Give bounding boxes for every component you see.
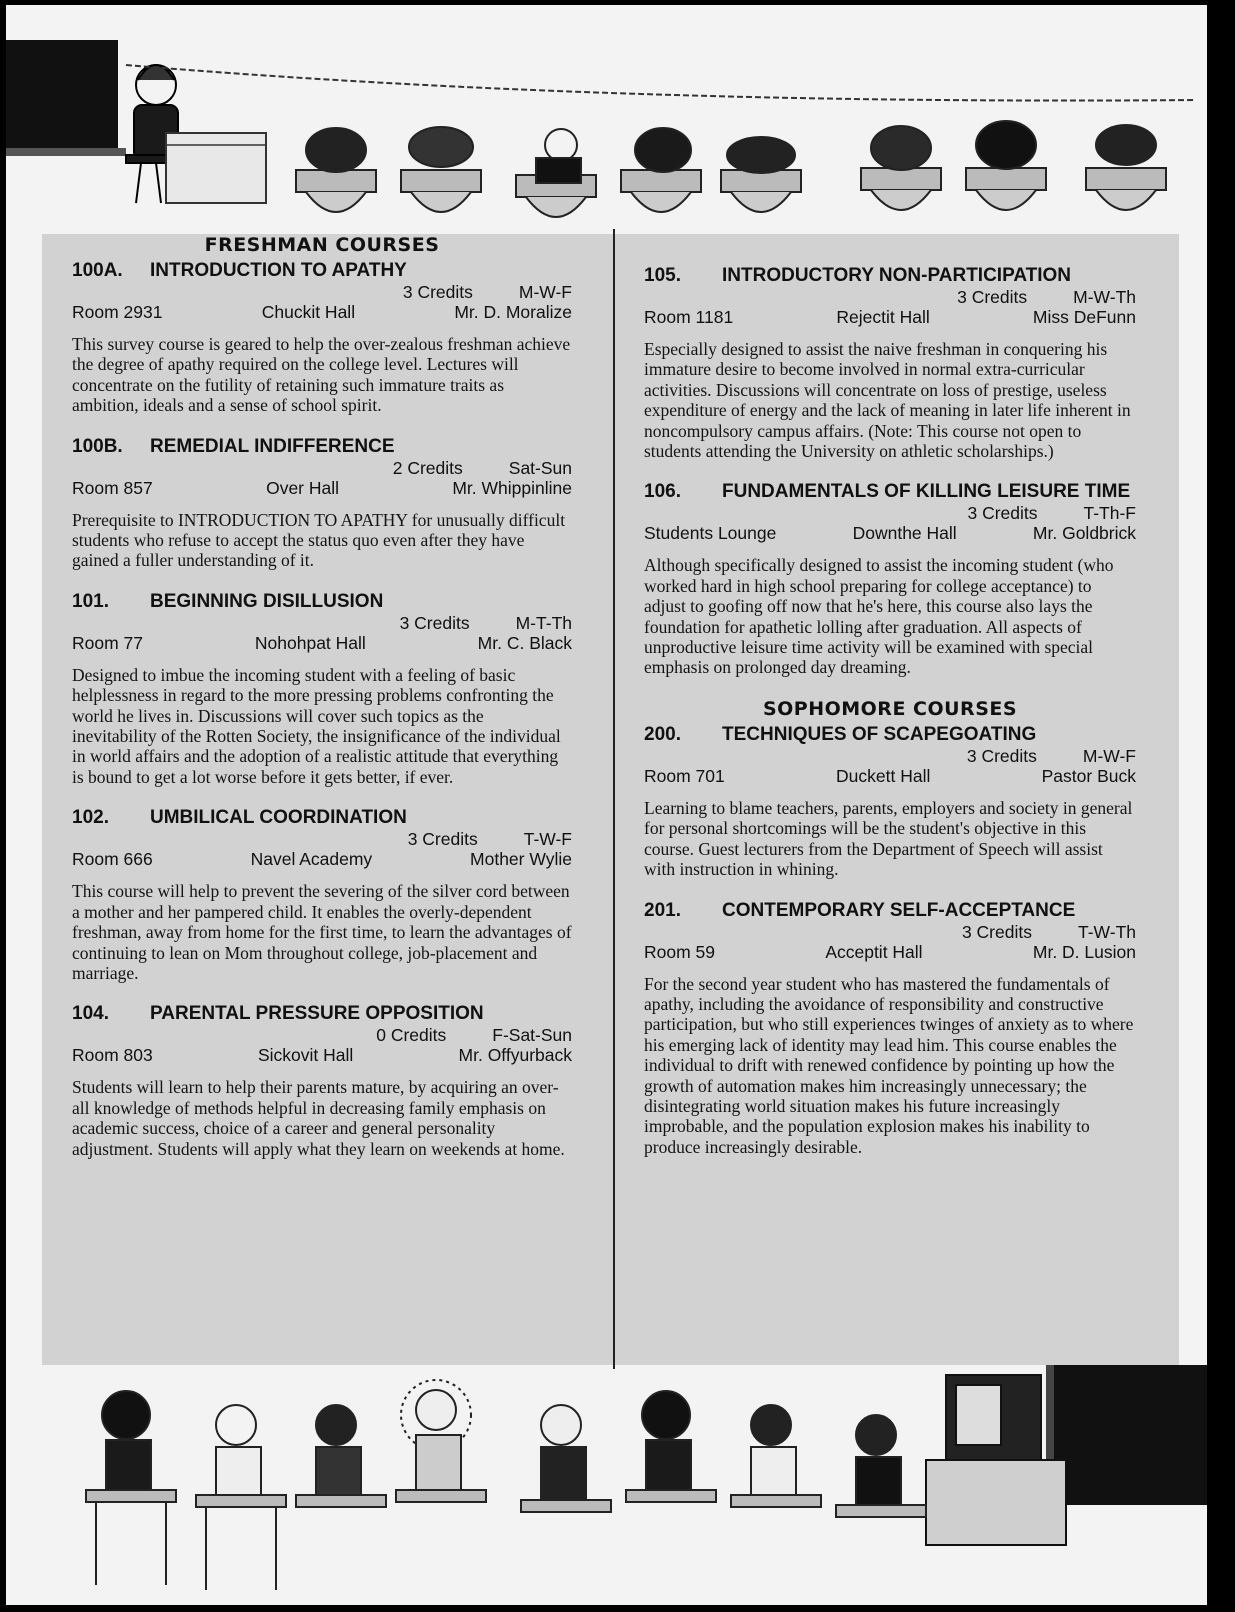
- course-name: UMBILICAL COORDINATION: [150, 807, 407, 829]
- right-column: [644, 265, 1136, 1177]
- course-heading: [72, 1003, 572, 1025]
- course-name: PARENTAL PRESSURE OPPOSITION: [150, 1003, 484, 1025]
- bottom-classroom-illustration: [6, 1365, 1207, 1605]
- student-eating-row: [86, 1380, 926, 1590]
- course-entry: [644, 481, 1136, 677]
- course-hall: Chuckit Hall: [261, 302, 356, 322]
- course-name: INTRODUCTION TO APATHY: [150, 260, 407, 281]
- tv-set: [926, 1375, 1066, 1545]
- course-instructor: Mr. Whippinline: [452, 477, 572, 498]
- course-name: CONTEMPORARY SELF-ACCEPTANCE: [722, 899, 1076, 921]
- course-description: For the second year student who has mastered the fundamentals of apathy, including the avoidance of responsibility and constructive participation, but who still experiences twinges of anxiety as to where his emerging lack of identity may lead him. This course enables the individual to drift with renewed confidence by pointing up how the growth of automation makes him increasingly unnecessary; the disintegrating world situation makes his future increasingly improbable, and the population explosion makes his inability to produce increasingly desirable.: [644, 973, 1134, 1157]
- course-room: Room 59: [644, 941, 716, 962]
- course-hall: Downthe Hall: [852, 523, 957, 544]
- course-room: Room 666: [72, 849, 153, 870]
- course-entry: [644, 724, 1136, 880]
- left-column: [72, 234, 572, 1179]
- course-instructor: Mr. Goldbrick: [1032, 523, 1136, 544]
- course-description: Learning to blame teachers, parents, employers and society in general for personal shortcomings will be the student's objective in this course. Guest lecturers from the Department of Speech will assist with instruction in whining.: [644, 797, 1133, 880]
- freshman-section-title: FRESHMAN COURSES: [204, 234, 440, 256]
- course-hall: Nohohpat Hall: [254, 632, 366, 653]
- course-instructor: Mr. D. Moralize: [454, 302, 572, 322]
- course-instructor: Mr. Offyurback: [458, 1045, 572, 1066]
- course-heading: [72, 436, 572, 458]
- course-credits: 3 Credits: [966, 745, 1037, 766]
- course-hall: Acceptit Hall: [825, 941, 923, 962]
- course-description: Students will learn to help their parents mature, by acquiring an over-all knowledge of methods helpful in decreasing family emphasis on academic success, choice of a career and general personality adjustment. Students will apply what they learn on weekends at home.: [72, 1077, 565, 1159]
- course-number: 201.: [644, 899, 681, 921]
- course-name: INTRODUCTORY NON-PARTICIPATION: [722, 265, 1072, 286]
- course-heading: [644, 481, 1136, 503]
- course-instructor: Mr. D. Lusion: [1032, 941, 1136, 962]
- course-name: FUNDAMENTALS OF KILLING LEISURE TIME: [722, 481, 1131, 503]
- course-name: BEGINNING DISILLUSION: [150, 590, 384, 612]
- course-credits: 3 Credits: [402, 282, 473, 302]
- course-entry: [72, 591, 572, 787]
- course-entry: [72, 436, 572, 571]
- course-description: Designed to imbue the incoming student with a feeling of basic helplessness in regard to the more pressing problems confronting the world he lives in. Discussions will cover such topics as the inevitability of the Rotten Society, the insignificance of the individual in world affairs and the adoption of a realistic attitude that everything is bound to get a lot worse before it gets better, if ever.: [72, 664, 561, 787]
- course-room: Room 77: [72, 632, 144, 653]
- course-description: Especially designed to assist the naive freshman in conquering his immature desire to become involved in normal extra-curricular activities. Discussions will concentrate on loss of prestige, useless expenditure of energy and the lack of meaning in later life inherent in noncompulsory campus affairs. (Note: This course not open to students attending the University on athletic scholarships.): [644, 339, 1131, 462]
- course-name: REMEDIAL INDIFFERENCE: [150, 435, 395, 457]
- student-desk-row: [296, 121, 1166, 217]
- course-room: Room 1181: [644, 307, 734, 327]
- course-instructor: Pastor Buck: [1041, 765, 1136, 786]
- course-instructor: Mr. C. Black: [477, 632, 572, 653]
- course-days: T-Th-F: [1083, 503, 1136, 524]
- course-number: 100B.: [72, 435, 123, 457]
- course-description: Although specifically designed to assist the incoming student (who worked hard in high school preparing for college acceptance) to adjust to goofing off now that he's here, this course also lays the foundation for apathetic lolling after graduation. All aspects of unproductive leisure time activity will be examined with special emphasis on prolonged day dreaming.: [644, 555, 1114, 678]
- course-credits: 3 Credits: [407, 829, 478, 850]
- course-days: M-W-F: [518, 282, 572, 302]
- course-description: This course will help to prevent the severing of the silver cord between a mother and her pampered child. It enables the overly-dependent freshman, away from home for the first time, to learn the advantages of continuing to lean on Mom throughout college, job-placement and marriage.: [72, 881, 572, 983]
- chalkboard: [6, 40, 118, 150]
- course-number: 106.: [644, 481, 681, 503]
- course-number: 102.: [72, 807, 109, 829]
- course-entry: [72, 807, 572, 983]
- course-days: T-W-Th: [1077, 921, 1136, 942]
- course-heading: [644, 900, 1136, 922]
- course-heading: [644, 265, 1136, 287]
- course-hall: Sickovit Hall: [257, 1045, 354, 1066]
- top-classroom-illustration: [6, 5, 1207, 230]
- course-days: M-W-Th: [1073, 287, 1136, 307]
- course-hall: Navel Academy: [250, 849, 373, 870]
- course-days: M-T-Th: [515, 612, 572, 633]
- course-name: TECHNIQUES OF SCAPEGOATING: [722, 723, 1037, 745]
- course-number: 105.: [644, 265, 681, 286]
- course-credits: 3 Credits: [967, 503, 1038, 524]
- course-hall: Over Hall: [266, 477, 340, 498]
- course-description: Prerequisite to INTRODUCTION TO APATHY for unusually difficult students who refuse to accept the status quo even after they have gained a fuller understanding of it.: [72, 509, 566, 571]
- column-divider: [613, 229, 615, 1369]
- course-entry: [644, 900, 1136, 1158]
- course-room: Room 701: [644, 765, 725, 786]
- sophomore-section-title: SOPHOMORE COURSES: [762, 697, 1018, 720]
- course-heading: [72, 591, 572, 613]
- course-room: Students Lounge: [644, 523, 777, 544]
- course-instructor: Mother Wylie: [470, 849, 572, 870]
- course-entry: [72, 260, 572, 416]
- course-credits: 0 Credits: [376, 1025, 447, 1046]
- course-hall: Rejectit Hall: [836, 307, 930, 327]
- course-heading: [72, 260, 572, 282]
- course-number: 104.: [72, 1003, 109, 1025]
- course-credits: 3 Credits: [957, 287, 1028, 307]
- course-room: Room 803: [72, 1045, 153, 1066]
- course-credits: 2 Credits: [392, 457, 463, 478]
- course-days: F-Sat-Sun: [492, 1025, 572, 1046]
- course-number: 100A.: [72, 260, 123, 281]
- course-number: 200.: [644, 723, 681, 745]
- course-number: 101.: [72, 590, 109, 612]
- course-entry: [644, 265, 1136, 461]
- course-entry: [72, 1003, 572, 1159]
- course-instructor: Miss DeFunn: [1032, 307, 1136, 327]
- course-room: Room 857: [72, 477, 153, 498]
- lecturer-desk: [166, 133, 266, 203]
- course-description: This survey course is geared to help the over-zealous freshman achieve the degree of apathy required on the college level. Lectures will concentrate on the futility of retaining such immature traits as ambition, ideals and a sense of school spirit.: [72, 334, 571, 416]
- course-days: M-W-F: [1082, 745, 1136, 766]
- course-credits: 3 Credits: [961, 921, 1032, 942]
- course-heading: [644, 724, 1136, 746]
- course-hall: Duckett Hall: [836, 765, 931, 786]
- course-days: Sat-Sun: [508, 457, 572, 478]
- course-heading: [72, 807, 572, 829]
- course-room: Room 2931: [72, 302, 163, 322]
- course-days: T-W-F: [523, 829, 572, 850]
- course-credits: 3 Credits: [399, 612, 470, 633]
- chalkboard-right: [1054, 1365, 1207, 1505]
